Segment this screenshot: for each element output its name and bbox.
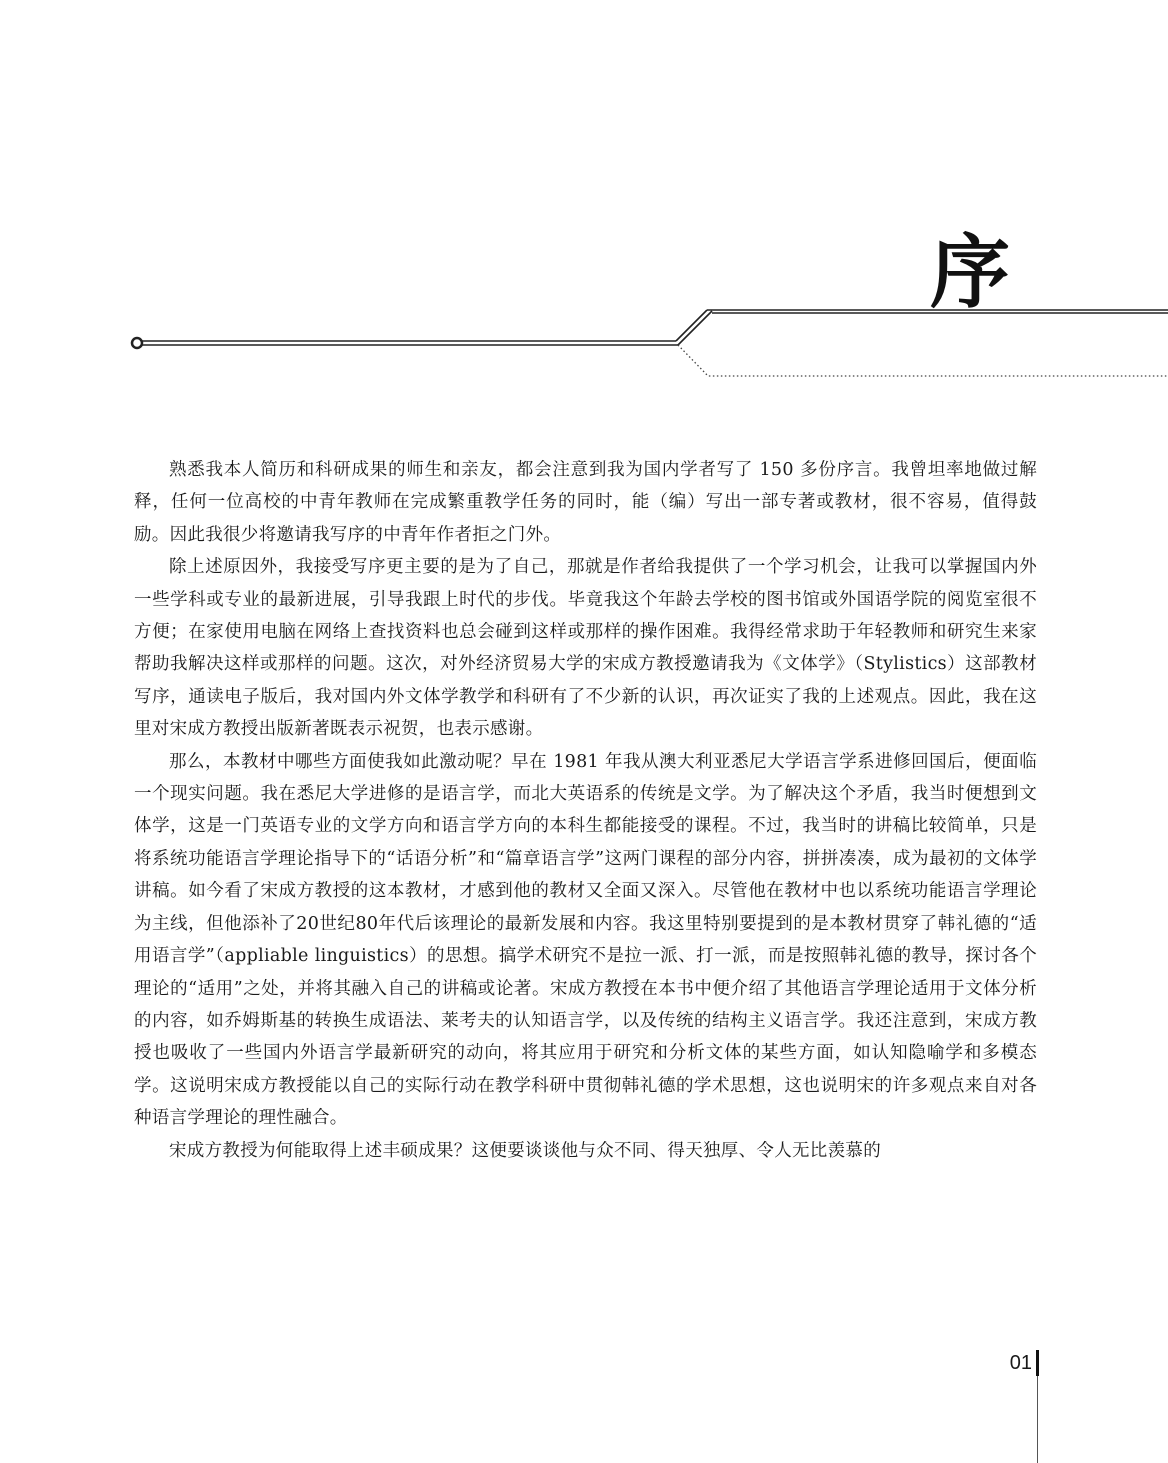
page-number-bar (1036, 1350, 1039, 1376)
paragraph: 熟悉我本人简历和科研成果的师生和亲友，都会注意到我为国内学者写了 150 多份序言。我曾坦率地做过解释，任何一位高校的中青年教师在完成繁重教学任务的同时，能（编）写出一部专著或教材，很不容易，值得鼓励。因此我很少将邀请我写序的中青年作者拒之门外。 (134, 460, 1037, 545)
paragraph: 那么，本教材中哪些方面使我如此激动呢？早在 1981 年我从澳大利亚悉尼大学语言学系进修回国后，便面临一个现实问题。我在悉尼大学进修的是语言学，而北大英语系的传统是文学。为了解决这个矛盾，我当时便想到文体学，这是一门英语专业的文学方向和语言学方向的本科生都能接受的课程。不过，我当时的讲稿比较简单，只是将系统功能语言学理论指导下的“话语分析”和“篇章语言学”这两门课程的部分内容，拼拼凑凑，成为最初的文体学讲稿。如今看了宋成方教授的这本教材，才感到他的教材又全面又深入。尽管他在教材中也以系统功能语言学理论为主线，但他添补了20世纪80年代后该理论的最新发展和内容。我这里特别要提到的是本教材贯穿了韩礼德的“适用语言学”（appliable linguistics）的思想。搞学术研究不是拉一派、打一派，而是按照韩礼德的教导，探讨各个理论的“适用”之处，并将其融入自己的讲稿或论著。宋成方教授在本书中便介绍了其他语言学理论适用于文体分析的内容，如乔姆斯基的转换生成语法、莱考夫的认知语言学，以及传统的结构主义语言学。我还注意到，宋成方教授也吸收了一些国内外语言学最新研究的动向，将其应用于研究和分析文体的某些方面，如认知隐喻学和多模态学。这说明宋成方教授能以自己的实际行动在教学科研中贯彻韩礼德的学术思想，这也说明宋的许多观点来自对各种语言学理论的理性融合。 (134, 751, 1037, 1129)
divider-dotted-line (678, 345, 1168, 376)
divider-line-diagonal-b (678, 311, 712, 345)
divider-line-diagonal-a (676, 310, 707, 341)
page-edge-line (1037, 1376, 1038, 1463)
divider-circle (132, 338, 142, 348)
paragraph: 除上述原因外，我接受写序更主要的是为了自己，那就是作者给我提供了一个学习机会，让我可以掌握国内外一些学科或专业的最新进展，引导我跟上时代的步伐。毕竟我这个年龄去学校的图书馆或外国语学院的阅览室很不方便；在家使用电脑在网络上查找资料也总会碰到这样或那样的操作困难。我得经常求助于年轻教师和研究生来家帮助我解决这样或那样的问题。这次，对外经济贸易大学的宋成方教授邀请我为《文体学》（Stylistics）这部教材写序，通读电子版后，我对国内外文体学教学和科研有了不少新的认识，再次证实了我的上述观点。因此，我在这里对宋成方教授出版新著既表示祝贺，也表示感谢。 (134, 557, 1037, 740)
title-divider-ornament (0, 0, 1168, 400)
page-number: 01 (1009, 1352, 1032, 1374)
paragraph: 宋成方教授为何能取得上述丰硕成果？这便要谈谈他与众不同、得天独厚、令人无比羡慕的 (169, 1140, 881, 1161)
chapter-title: 序 (930, 225, 1010, 319)
preface-body (134, 454, 1037, 1167)
